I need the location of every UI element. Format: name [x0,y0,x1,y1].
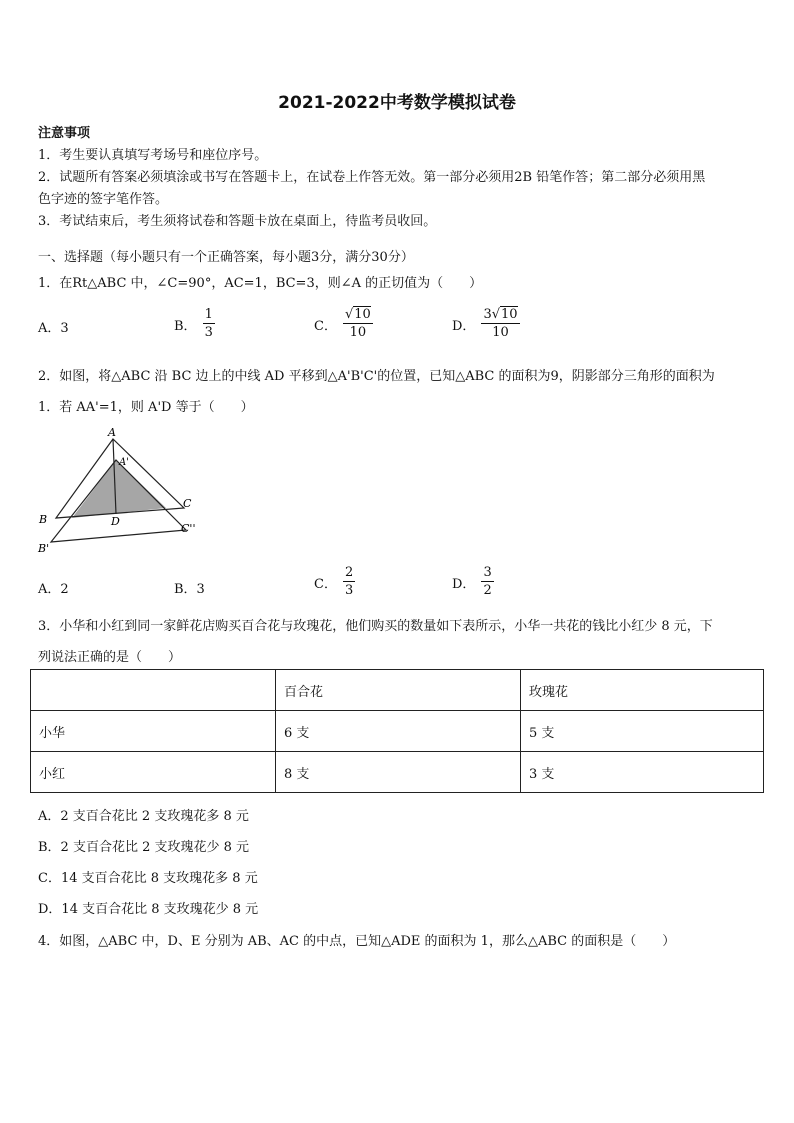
option-letter: B． [174,318,197,334]
option-letter: D． [452,318,476,334]
q3-option-a: A．2 支百合花比 2 支玫瑰花多 8 元 [38,809,249,824]
table-cell: 6 支 [276,711,521,752]
q1-option-a: A．3 [38,321,69,336]
question-2-stem-line1: 2．如图，将△ABC 沿 BC 边上的中线 AD 平移到△A'B'C'的位置，已知△ABC 的面积为9，阴影部分三角形的面积为 [38,369,715,384]
question-3-stem-line2: 列说法正确的是（ ） [38,650,182,665]
table-cell: 小红 [31,752,276,793]
notice-item: 2．试题所有答案必须填涂或书写在答题卡上，在试卷上作答无效。第一部分必须用2B 铅笔作答；第二部分必须用黑 [38,170,706,185]
q1-option-d [452,308,520,341]
sqrt-symbol: √10 [344,307,371,322]
table-header-row [31,670,764,711]
fraction [481,566,493,599]
fraction [343,308,373,341]
q3-option-c: C．14 支百合花比 8 支玫瑰花多 8 元 [38,871,258,886]
label-c-prime: C'' [181,522,196,535]
label-b-prime: B' [38,542,50,555]
table-cell: 8 支 [276,752,521,793]
question-1-stem: 1．在Rt△ABC 中，∠C=90°，AC=1，BC=3，则∠A 的正切值为（ ） [38,276,483,291]
table-cell: 3 支 [521,752,764,793]
radicand: 10 [501,307,518,322]
triangle-figure [36,424,206,559]
table-header-rose: 玫瑰花 [521,670,764,711]
section-heading: 一、选择题（每小题只有一个正确答案，每小题3分，满分30分） [38,250,414,265]
shaded-triangle [72,460,166,518]
fraction [481,308,519,341]
radicand: 10 [354,307,371,322]
question-4-stem: 4．如图，△ABC 中，D、E 分别为 AB、AC 的中点，已知△ADE 的面积为 1，那么△ABC 的面积是（ ） [38,934,676,949]
label-d: D [111,515,120,528]
fraction-denominator: 3 [344,583,354,599]
table-row [31,752,764,793]
q2-option-a: A．2 [38,582,69,597]
option-letter: D． [452,576,476,592]
q2-option-c [314,566,355,599]
notice-heading: 注意事项 [38,126,91,141]
notice-item: 3．考试结束后，考生须将试卷和答题卡放在桌面上，待监考员收回。 [38,214,437,229]
q2-option-b: B．3 [174,582,205,597]
sqrt-symbol: √10 [491,307,518,322]
table-cell: 5 支 [521,711,764,752]
q1-option-b [174,308,215,341]
option-letter: C． [314,576,337,592]
notice-item: 1．考生要认真填写考场号和座位序号。 [38,148,268,163]
fraction-numerator: 1 [203,308,215,324]
label-a-prime: A' [119,457,129,468]
table-cell [31,670,276,711]
notice-item: 色字迹的签字笔作答。 [38,192,169,207]
table-row [31,711,764,752]
fraction [203,308,215,341]
coefficient: 3 [483,307,492,322]
fraction-numerator: 3 [481,566,493,582]
q1-option-c [314,308,373,341]
option-letter: C． [314,318,337,334]
fraction-denominator: 10 [492,325,509,341]
q3-option-b: B．2 支百合花比 2 支玫瑰花少 8 元 [38,840,250,855]
purchase-table [30,669,764,793]
fraction-numerator [481,308,519,324]
page-title: 2021-2022中考数学模拟试卷 [278,93,516,113]
fraction-numerator [343,308,373,324]
label-b: B [39,513,48,526]
q2-option-d [452,566,494,599]
question-3-stem-line1: 3．小华和小红到同一家鲜花店购买百合花与玫瑰花，他们购买的数量如下表所示，小华一共花的钱比小红少 8 元，下 [38,619,713,634]
table-header-lily: 百合花 [276,670,521,711]
q3-option-d: D．14 支百合花比 8 支玫瑰花少 8 元 [38,902,259,917]
question-2-stem-line2: 1．若 AA'=1，则 A'D 等于（ ） [38,400,254,415]
label-c: C [183,497,192,510]
table-cell: 小华 [31,711,276,752]
fraction-denominator: 10 [349,325,367,341]
fraction [343,566,355,599]
label-a: A [108,426,116,439]
fraction-numerator: 2 [343,566,355,582]
fraction-denominator: 3 [204,325,213,341]
fraction-denominator: 2 [483,583,492,599]
